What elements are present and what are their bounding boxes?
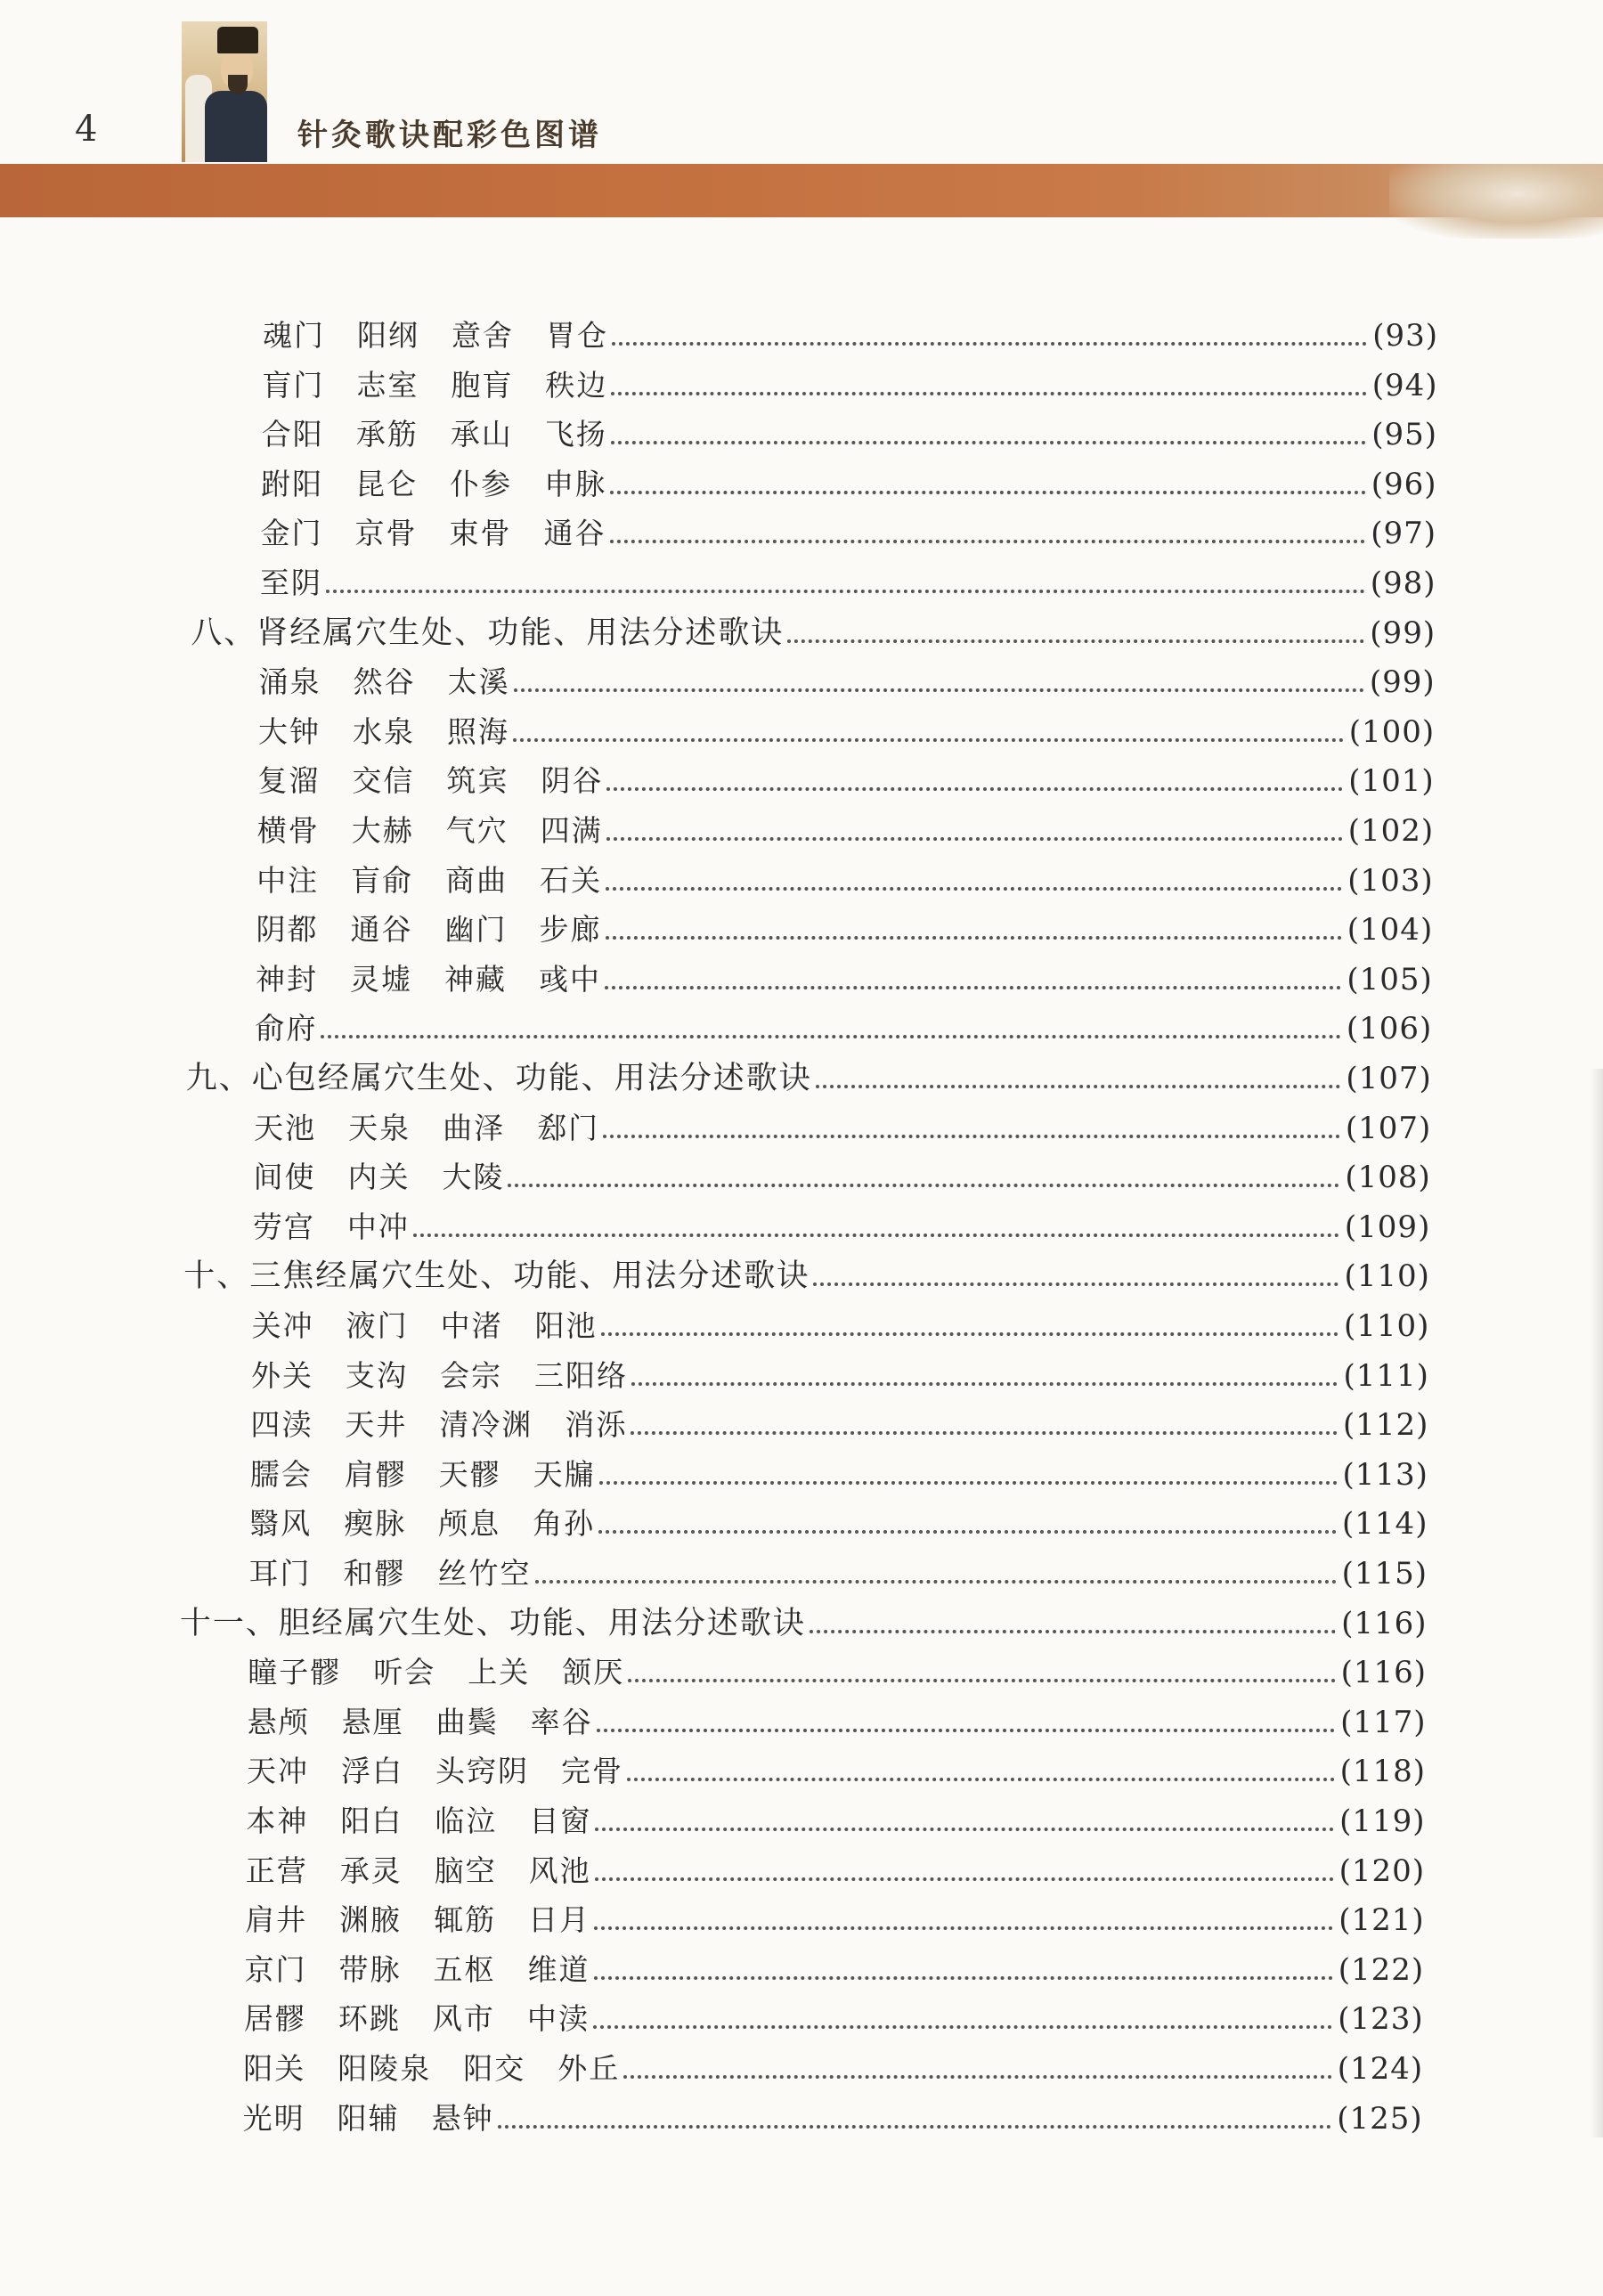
dot-leader xyxy=(413,1233,1339,1237)
dot-leader xyxy=(816,1085,1341,1088)
acupoint-name: 中注 xyxy=(256,862,320,898)
toc-entry xyxy=(260,555,1436,601)
acupoint-name: 四渎 xyxy=(250,1407,313,1443)
acupoint-name: 昆仑 xyxy=(355,466,419,501)
acupoint-name: 大赫 xyxy=(351,813,414,848)
acupoint-name: 听会 xyxy=(373,1655,436,1690)
section-title xyxy=(180,1606,806,1641)
toc-page-number: (103) xyxy=(1347,862,1434,899)
acupoint-name: 外关 xyxy=(250,1357,313,1393)
acupoint-name: 曲鬓 xyxy=(435,1704,499,1739)
toc-entry xyxy=(246,1843,1425,1889)
acupoint-name: 颅息 xyxy=(438,1506,501,1542)
toc-entry xyxy=(253,1199,1431,1245)
toc-page-number: (99) xyxy=(1369,664,1436,701)
header-band xyxy=(0,164,1603,217)
toc-entry xyxy=(243,2040,1423,2087)
acupoint-name: 太溪 xyxy=(447,664,510,700)
toc-section-heading xyxy=(180,1595,1428,1641)
acupoint-name: 臑会 xyxy=(249,1456,313,1492)
dot-leader xyxy=(595,1877,1334,1881)
acupoint-name: 意舍 xyxy=(452,318,514,353)
acupoint-name: 风市 xyxy=(432,2001,495,2037)
toc-entry xyxy=(261,456,1436,502)
acupoint-name: 郄门 xyxy=(537,1110,600,1145)
acupoint-names xyxy=(259,664,510,700)
acupoint-name: 仆参 xyxy=(450,466,513,501)
acupoint-names xyxy=(253,1209,410,1245)
acupoint-name: 劳宫 xyxy=(252,1209,315,1244)
toc-page-number: (93) xyxy=(1372,318,1438,354)
acupoint-name: 天泉 xyxy=(348,1110,411,1145)
acupoint-names xyxy=(249,1556,532,1592)
toc-entry xyxy=(245,1942,1425,1988)
dot-leader xyxy=(610,491,1366,494)
acupoint-name: 关冲 xyxy=(251,1308,314,1343)
acupoint-name: 角孙 xyxy=(533,1506,596,1542)
toc-entry xyxy=(257,802,1434,849)
acupoint-name: 和髎 xyxy=(343,1556,406,1591)
page-number: 4 xyxy=(75,109,98,150)
acupoint-name: 天井 xyxy=(345,1407,408,1443)
acupoint-names xyxy=(248,1655,624,1690)
toc-entry xyxy=(249,1495,1428,1542)
acupoint-name: 耳门 xyxy=(248,1556,312,1591)
acupoint-names xyxy=(250,1407,627,1443)
acupoint-name: 液门 xyxy=(346,1308,409,1343)
toc-page-number: (95) xyxy=(1371,417,1438,453)
acupoint-name: 天池 xyxy=(254,1110,317,1145)
acupoint-name: 商曲 xyxy=(445,862,509,898)
acupoint-name: 束骨 xyxy=(449,516,512,551)
acupoint-name: 悬钟 xyxy=(431,2100,494,2136)
dot-leader xyxy=(535,1580,1337,1584)
acupoint-name: 大钟 xyxy=(258,713,321,749)
acupoint-name: 神封 xyxy=(255,961,318,997)
acupoint-name: 阴谷 xyxy=(541,763,604,799)
acupoint-name: 临泣 xyxy=(435,1803,498,1838)
dot-leader xyxy=(597,1729,1335,1732)
acupoint-name: 幽门 xyxy=(444,912,508,948)
acupoint-names xyxy=(245,1952,590,1988)
acupoint-name: 上关 xyxy=(468,1655,531,1690)
acupoint-name: 曲泽 xyxy=(443,1110,506,1145)
acupoint-name: 阳辅 xyxy=(337,2100,400,2136)
acupoint-names xyxy=(256,962,601,997)
acupoint-name: 间使 xyxy=(253,1160,316,1195)
toc-entry xyxy=(256,901,1434,948)
toc-page-number: (94) xyxy=(1371,367,1438,403)
section-title-text: 十、三焦经属穴生处、功能、用法分述歌诀 xyxy=(183,1258,810,1295)
toc-entry xyxy=(246,1793,1425,1839)
acupoint-names xyxy=(250,1457,596,1493)
dot-leader xyxy=(810,1630,1336,1633)
acupoint-name: 三阳络 xyxy=(533,1357,628,1393)
acupoint-name: 然谷 xyxy=(353,664,416,700)
acupoint-name: 四满 xyxy=(540,813,603,848)
dot-leader xyxy=(514,688,1364,692)
acupoint-names xyxy=(261,516,606,551)
toc-page-number: (98) xyxy=(1370,566,1436,601)
toc-entry xyxy=(247,1743,1426,1789)
toc-page-number: (119) xyxy=(1339,1803,1426,1839)
toc-entry xyxy=(262,406,1437,452)
section-title-text: 九、心包经属穴生处、功能、用法分述歌诀 xyxy=(185,1061,812,1096)
acupoint-name: 胞肓 xyxy=(451,367,514,403)
acupoint-name: 气穴 xyxy=(445,813,509,848)
acupoint-names xyxy=(260,566,322,601)
acupoint-names xyxy=(243,2051,620,2087)
toc-page-number: (102) xyxy=(1347,813,1435,849)
acupoint-name: 环跳 xyxy=(338,2001,401,2037)
toc-entry xyxy=(250,1396,1428,1443)
acupoint-name: 辄筋 xyxy=(434,1902,497,1938)
dot-leader xyxy=(606,837,1343,841)
toc-entry xyxy=(253,1149,1430,1195)
acupoint-names xyxy=(254,1111,599,1146)
dot-leader xyxy=(603,1135,1340,1138)
toc-entry xyxy=(249,1545,1428,1592)
toc-page-number: (120) xyxy=(1339,1852,1426,1889)
dot-leader xyxy=(631,1382,1339,1386)
toc-page-number: (116) xyxy=(1340,1655,1428,1691)
acupoint-names xyxy=(261,467,606,502)
acupoint-name: 天牖 xyxy=(533,1456,596,1492)
dot-leader xyxy=(623,2075,1331,2079)
acupoint-name: 五枢 xyxy=(433,1951,496,1987)
toc-entry xyxy=(262,357,1437,403)
dot-leader xyxy=(606,887,1342,891)
acupoint-names xyxy=(248,1705,593,1740)
dot-leader xyxy=(627,1778,1335,1781)
acupoint-names xyxy=(255,1011,317,1046)
acupoint-name: 志室 xyxy=(356,367,419,403)
toc-entry xyxy=(257,753,1434,799)
acupoint-name: 彧中 xyxy=(538,961,601,997)
acupoint-name: 本神 xyxy=(246,1803,309,1838)
acupoint-name: 带脉 xyxy=(338,1951,402,1987)
acupoint-name: 维道 xyxy=(527,1951,590,1987)
toc-page-number: (109) xyxy=(1344,1209,1431,1245)
acupoint-name: 至阴 xyxy=(259,566,322,600)
acupoint-name: 阳陵泉 xyxy=(338,2051,432,2086)
acupoint-name: 颔厌 xyxy=(562,1655,625,1690)
page-edge-shadow xyxy=(1591,1069,1603,2137)
toc-entry xyxy=(251,1347,1429,1394)
dot-leader xyxy=(594,1976,1333,1980)
acupoint-name: 居髎 xyxy=(243,2001,306,2037)
toc-entry xyxy=(243,2090,1423,2137)
dot-leader xyxy=(513,738,1344,742)
toc-page-number: (97) xyxy=(1371,516,1437,552)
acupoint-name: 横骨 xyxy=(256,813,320,848)
acupoint-name: 胃仓 xyxy=(546,318,608,353)
toc-entry xyxy=(248,1644,1427,1690)
toc-page-number: (118) xyxy=(1339,1754,1427,1790)
acupoint-name: 京门 xyxy=(244,1951,307,1987)
acupoint-name: 天髎 xyxy=(438,1456,501,1492)
acupoint-names xyxy=(245,1902,590,1938)
acupoint-name: 京骨 xyxy=(354,516,418,551)
acupoint-names xyxy=(246,1803,591,1839)
acupoint-names xyxy=(256,912,602,948)
toc-entry xyxy=(263,307,1438,354)
dot-leader xyxy=(606,787,1343,791)
acupoint-name: 内关 xyxy=(347,1160,411,1195)
acupoint-name: 承灵 xyxy=(339,1852,403,1888)
acupoint-name: 瞳子髎 xyxy=(248,1655,342,1690)
acupoint-name: 支沟 xyxy=(345,1357,408,1393)
portrait-image xyxy=(182,21,267,162)
dot-leader xyxy=(813,1282,1339,1286)
acupoint-name: 目窗 xyxy=(529,1803,592,1838)
dot-leader xyxy=(326,590,1365,593)
acupoint-name: 大陵 xyxy=(442,1160,505,1195)
toc-page-number: (115) xyxy=(1341,1556,1428,1592)
toc-page-number: (124) xyxy=(1337,2051,1424,2087)
acupoint-name: 肩髎 xyxy=(344,1456,407,1492)
acupoint-name: 承筋 xyxy=(355,417,419,452)
toc-section-heading xyxy=(191,605,1436,651)
dot-leader xyxy=(611,441,1366,444)
toc-page-number: (116) xyxy=(1341,1605,1428,1641)
acupoint-name: 中冲 xyxy=(346,1209,410,1244)
acupoint-names xyxy=(262,417,607,452)
acupoint-name: 日月 xyxy=(528,1902,591,1938)
acupoint-name: 光明 xyxy=(242,2100,305,2136)
dot-leader xyxy=(594,1926,1333,1930)
toc-entry xyxy=(244,1991,1424,2037)
acupoint-names xyxy=(249,1506,595,1542)
acupoint-name: 肓俞 xyxy=(351,862,414,898)
section-title-text: 十一、胆经属穴生处、功能、用法分述歌诀 xyxy=(179,1605,806,1641)
toc-page-number: (101) xyxy=(1348,763,1435,800)
toc-page-number: (123) xyxy=(1338,2001,1424,2038)
toc-page-number: (114) xyxy=(1342,1506,1428,1543)
section-title xyxy=(183,1258,810,1294)
toc-page-number: (110) xyxy=(1343,1308,1430,1344)
acupoint-name: 神藏 xyxy=(443,961,507,997)
acupoint-name: 瘈脉 xyxy=(344,1506,407,1542)
acupoint-name: 照海 xyxy=(447,713,510,749)
acupoint-name: 风池 xyxy=(528,1852,591,1888)
acupoint-name: 俞府 xyxy=(255,1011,318,1046)
dot-leader xyxy=(599,1481,1338,1485)
acupoint-name: 合阳 xyxy=(261,417,324,452)
dot-leader xyxy=(631,1431,1338,1435)
toc-entry xyxy=(261,505,1437,551)
acupoint-name: 头窍阴 xyxy=(435,1754,530,1789)
toc-entry xyxy=(252,1298,1430,1344)
toc-entry xyxy=(258,704,1435,750)
dot-leader xyxy=(628,1679,1335,1682)
toc-page-number: (99) xyxy=(1370,615,1436,651)
toc-entry xyxy=(259,654,1436,700)
acupoint-name: 灵墟 xyxy=(349,961,412,997)
acupoint-name: 完骨 xyxy=(561,1754,624,1789)
toc-page-number: (96) xyxy=(1371,466,1437,502)
acupoint-names xyxy=(263,318,608,354)
acupoint-name: 承山 xyxy=(450,417,513,452)
toc-page-number: (111) xyxy=(1343,1357,1429,1394)
acupoint-name: 丝竹空 xyxy=(437,1556,532,1591)
dot-leader xyxy=(498,2125,1332,2129)
acupoint-names xyxy=(251,1358,628,1394)
acupoint-names xyxy=(244,2001,590,2037)
toc-entry xyxy=(248,1694,1427,1740)
acupoint-name: 清冷渊 xyxy=(439,1407,533,1443)
toc-entry xyxy=(255,1000,1432,1046)
section-title-text: 八、肾经属穴生处、功能、用法分述歌诀 xyxy=(191,615,785,651)
toc-page-number: (125) xyxy=(1337,2100,1423,2137)
acupoint-names xyxy=(258,714,509,750)
acupoint-name: 申脉 xyxy=(544,466,607,501)
acupoint-name: 肩井 xyxy=(245,1902,308,1938)
acupoint-name: 天冲 xyxy=(247,1754,310,1789)
dot-leader xyxy=(508,1184,1339,1187)
toc-page-number: (122) xyxy=(1338,1951,1425,1988)
toc-page-number: (105) xyxy=(1347,961,1433,997)
acupoint-names xyxy=(247,1754,623,1789)
dot-leader xyxy=(612,342,1367,346)
toc-page-number: (104) xyxy=(1347,912,1434,949)
dot-leader xyxy=(605,986,1341,989)
acupoint-name: 中渚 xyxy=(440,1308,503,1343)
acupoint-name: 阳池 xyxy=(534,1308,598,1343)
acupoint-names xyxy=(252,1308,598,1344)
acupoint-names xyxy=(246,1853,591,1889)
acupoint-name: 水泉 xyxy=(353,713,416,749)
toc-entry xyxy=(245,1892,1424,1938)
dot-leader xyxy=(606,936,1342,940)
dot-leader xyxy=(787,639,1364,643)
acupoint-name: 跗阳 xyxy=(261,466,324,501)
acupoint-name: 筑宾 xyxy=(446,763,509,799)
acupoint-name: 涌泉 xyxy=(258,664,321,700)
dot-leader xyxy=(593,2025,1332,2029)
acupoint-names xyxy=(243,2101,494,2137)
acupoint-name: 渊腋 xyxy=(339,1902,403,1938)
acupoint-name: 阳关 xyxy=(243,2051,306,2086)
toc-page-number: (107) xyxy=(1346,1061,1432,1096)
acupoint-name: 脑空 xyxy=(434,1852,497,1888)
acupoint-name: 交信 xyxy=(352,763,415,799)
acupoint-name: 石关 xyxy=(540,862,603,898)
acupoint-names xyxy=(262,368,607,403)
toc-entry xyxy=(256,951,1433,997)
acupoint-names xyxy=(257,813,603,849)
acupoint-name: 正营 xyxy=(245,1852,308,1888)
acupoint-name: 中渎 xyxy=(526,2001,590,2037)
acupoint-name: 通谷 xyxy=(543,516,606,551)
acupoint-name: 悬厘 xyxy=(341,1704,404,1739)
acupoint-name: 金门 xyxy=(260,516,323,551)
toc-page-number: (121) xyxy=(1339,1902,1425,1939)
acupoint-name: 阳白 xyxy=(340,1803,403,1838)
acupoint-name: 肓门 xyxy=(262,367,325,403)
book-title: 针灸歌诀配彩色图谱 xyxy=(297,118,602,153)
acupoint-name: 浮白 xyxy=(341,1754,404,1789)
acupoint-name: 阳交 xyxy=(463,2051,526,2086)
toc-entry xyxy=(254,1100,1431,1146)
dot-leader xyxy=(598,1530,1337,1534)
section-title xyxy=(191,615,784,651)
acupoint-name: 通谷 xyxy=(350,912,413,948)
acupoint-name: 飞扬 xyxy=(544,417,607,452)
acupoint-name: 悬颅 xyxy=(247,1704,310,1739)
acupoint-name: 外丘 xyxy=(557,2051,621,2086)
acupoint-name: 步廊 xyxy=(539,912,602,948)
toc-entry xyxy=(256,852,1434,899)
toc-page-number: (110) xyxy=(1344,1258,1430,1295)
acupoint-name: 阳纲 xyxy=(357,318,419,353)
acupoint-names xyxy=(256,863,602,899)
toc-page-number: (117) xyxy=(1340,1704,1427,1740)
toc-page-number: (113) xyxy=(1342,1456,1428,1493)
section-title xyxy=(186,1061,812,1096)
toc-entry xyxy=(250,1446,1428,1493)
dot-leader xyxy=(595,1828,1334,1831)
header-texture xyxy=(1389,164,1603,239)
toc-page-number: (108) xyxy=(1345,1160,1431,1196)
acupoint-name: 阴都 xyxy=(256,912,319,948)
acupoint-name: 会宗 xyxy=(439,1357,502,1393)
acupoint-names xyxy=(257,763,603,799)
acupoint-name: 魂门 xyxy=(263,318,325,353)
acupoint-name: 翳风 xyxy=(249,1506,313,1542)
dot-leader xyxy=(321,1035,1341,1038)
dot-leader xyxy=(601,1332,1339,1336)
acupoint-name: 秩边 xyxy=(545,367,608,403)
toc-section-heading xyxy=(186,1050,1432,1096)
acupoint-name: 率谷 xyxy=(530,1704,593,1739)
toc-page-number: (100) xyxy=(1348,713,1436,750)
toc-section-heading xyxy=(183,1248,1430,1294)
toc-page-number: (106) xyxy=(1346,1011,1433,1047)
toc-page-number: (112) xyxy=(1343,1407,1429,1444)
acupoint-name: 消泺 xyxy=(565,1407,628,1443)
acupoint-names xyxy=(253,1160,504,1195)
acupoint-name: 复溜 xyxy=(257,763,321,799)
toc-page-number: (107) xyxy=(1345,1110,1432,1146)
dot-leader xyxy=(611,392,1366,395)
dot-leader xyxy=(610,540,1366,543)
